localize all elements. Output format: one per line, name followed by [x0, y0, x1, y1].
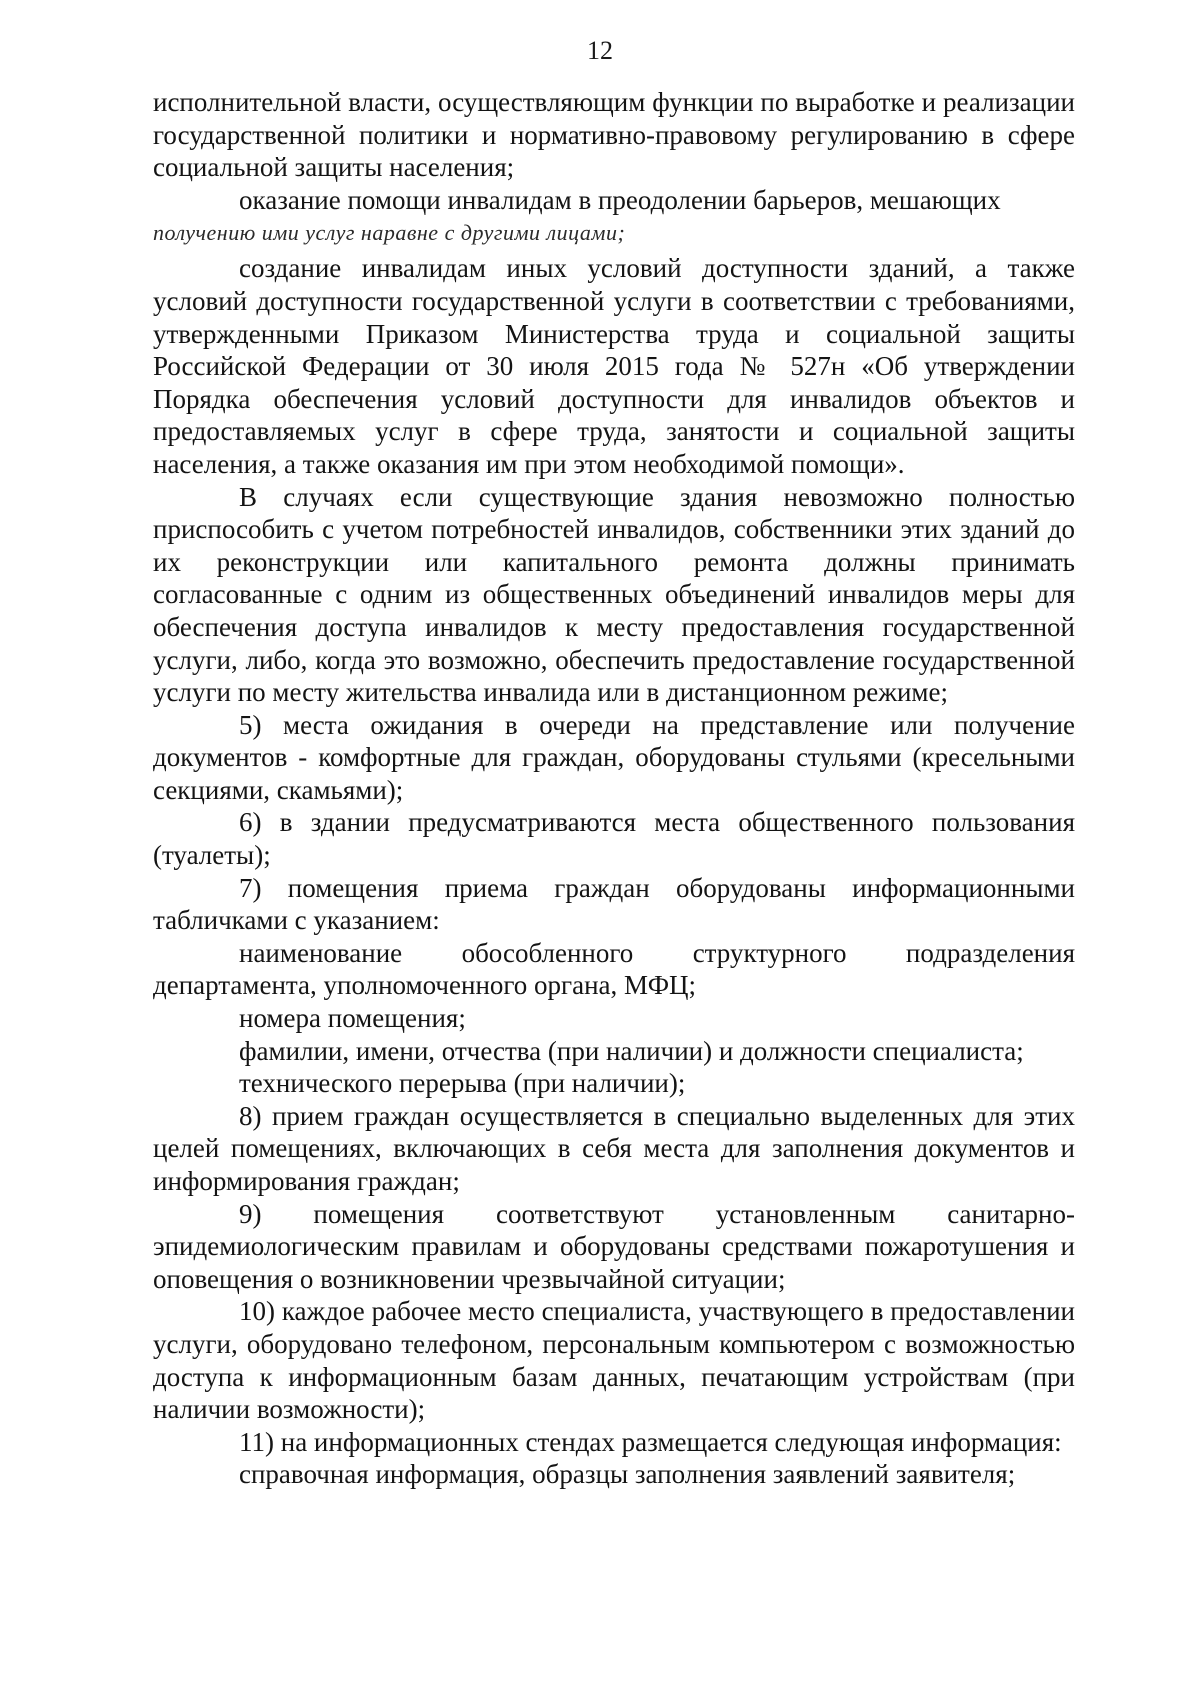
list-item-11: 11) на информационных стендах размещается следующая информация: — [239, 1426, 1062, 1457]
paragraph: В случаях если существующие здания невозможно полностью приспособить с учетом потребностей инвалидов, собственники этих зданий до их реконструкции или капитального ремонта должны принимать согласованные с одним из общественных объединений инвалидов меры для обеспечения доступа инвалидов к месту предоставления государственной услуги, либо, когда это возможно, обеспечить предоставление государственной услуги по месту жительства инвалида или в дистанционном режиме; — [153, 481, 1075, 708]
paragraph: создание инвалидам иных условий доступности зданий, а также условий доступности государственной услуги в соответствии с требованиями, утвержденными Приказом Министерства труда и социальной защиты Российской Федерации от 30 июля 2015 года № 527н «Об утверждении Порядка обеспечения условий доступности для инвалидов объектов и предоставляемых услуг в сфере труда, занятости и социальной защиты населения, а также оказания им при этом необходимой помощи». — [153, 253, 1075, 479]
list-item-6: 6) в здании предусматриваются места общественного пользования (туалеты); — [153, 807, 1075, 871]
paragraph: исполнительной власти, осуществляющим функции по выработке и реализации государственной политики и нормативно-правовому регулированию в сфере социальной защиты населения; — [153, 87, 1075, 183]
list-item-5: 5) места ожидания в очереди на представление или получение документов - комфортные для граждан, оборудованы стульями (кресельными секциями, скамьями); — [153, 709, 1075, 805]
sub-item: справочная информация, образцы заполнения заявлений заявителя; — [239, 1459, 1016, 1490]
paragraph-smudged-line: получению ими услуг наравне с другими лицами; — [153, 220, 626, 246]
list-item-7: 7) помещения приема граждан оборудованы информационными табличками с указанием: — [153, 872, 1075, 936]
list-item-9: 9) помещения соответствуют установленным санитарно-эпидемиологическим правилам и оборудованы средствами пожаротушения и оповещения о возникновении чрезвычайной ситуации; — [153, 1198, 1075, 1294]
sub-item: номера помещения; — [239, 1003, 466, 1034]
list-item-8: 8) прием граждан осуществляется в специально выделенных для этих целей помещениях, включающих в себя места для заполнения документов и информирования граждан; — [153, 1100, 1075, 1196]
sub-item: технического перерыва (при наличии); — [239, 1068, 686, 1099]
document-body — [153, 86, 1075, 1491]
sub-item: наименование обособленного структурного подразделения департамента, уполномоченного органа, МФЦ; — [153, 937, 1075, 1001]
list-item-10: 10) каждое рабочее место специалиста, участвующего в предоставлении услуги, оборудовано телефоном, персональным компьютером с возможностью доступа к информационным базам данных, печатающим устройствам (при наличии возможности); — [153, 1296, 1075, 1425]
sub-item: фамилии, имени, отчества (при наличии) и должности специалиста; — [239, 1035, 1024, 1066]
paragraph: оказание помощи инвалидам в преодолении барьеров, мешающих — [239, 184, 1001, 215]
page-number: 12 — [587, 36, 613, 65]
